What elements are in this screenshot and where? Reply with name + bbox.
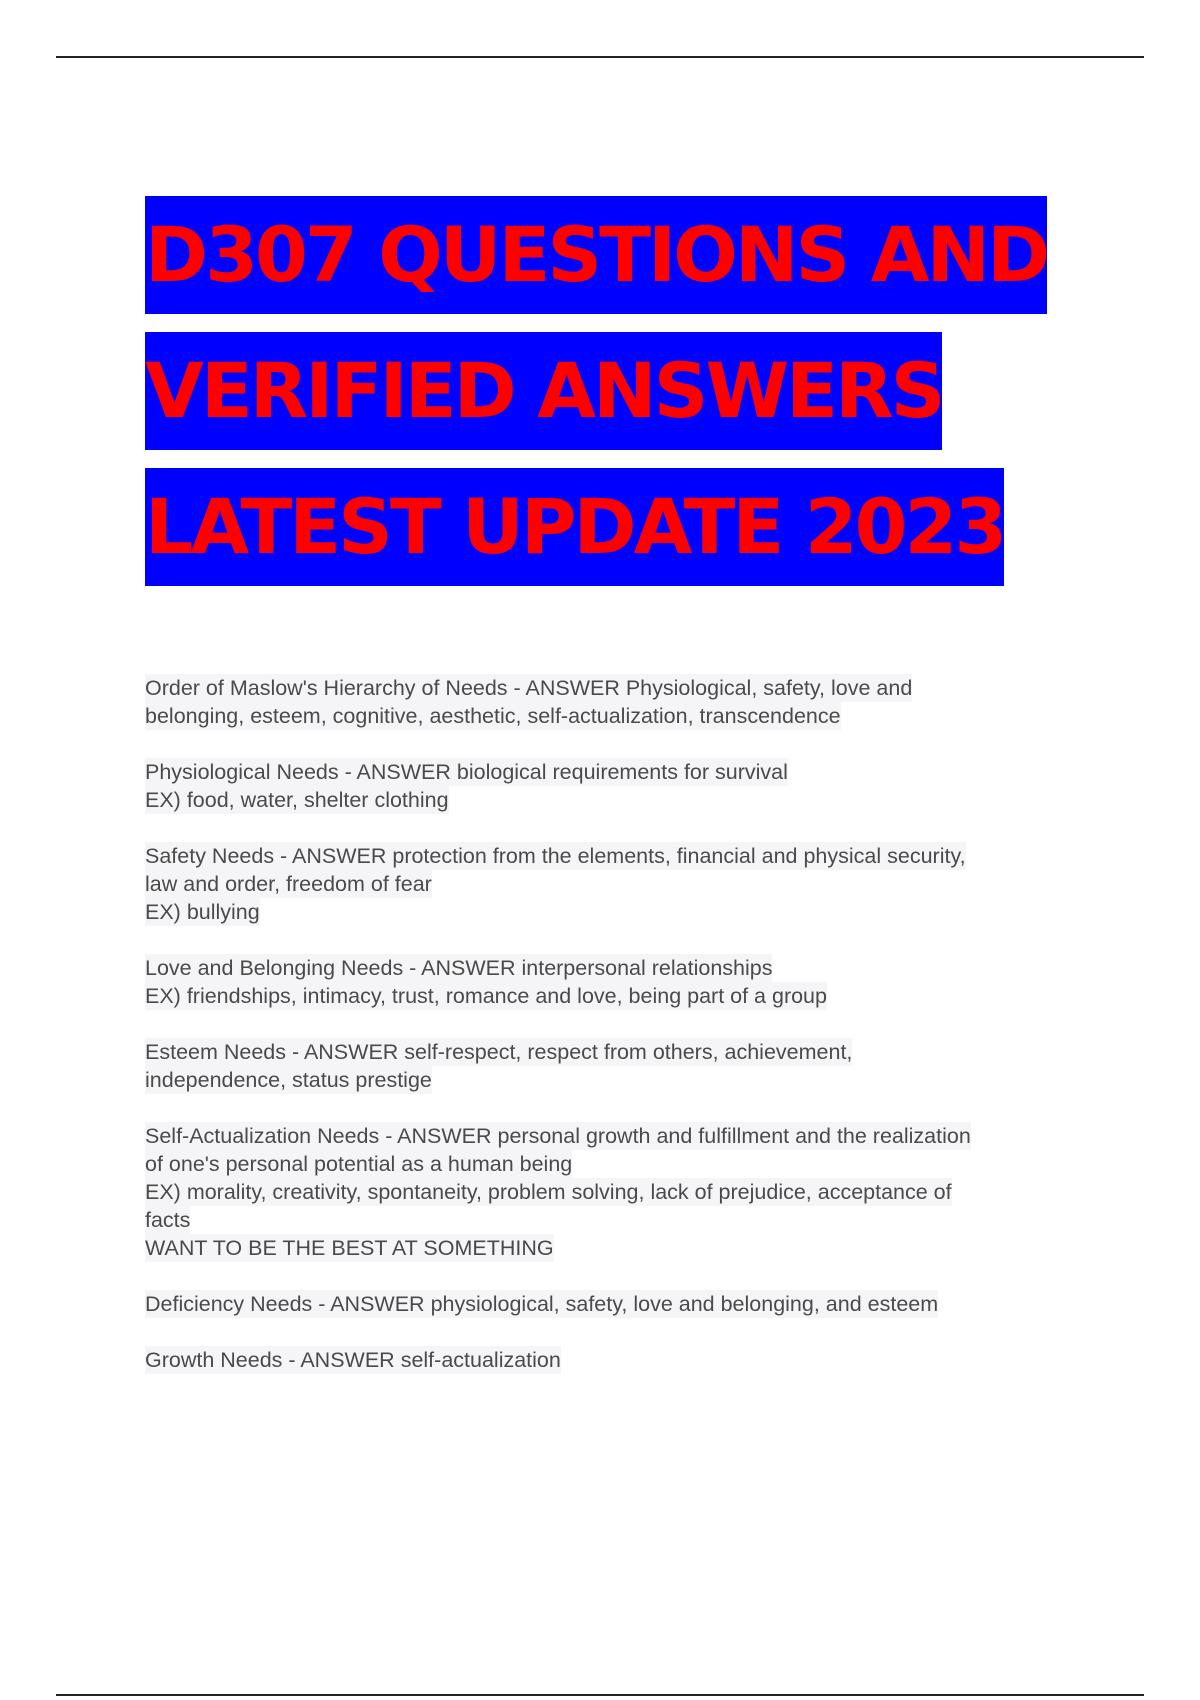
qa-answer-continuation: WANT TO BE THE BEST AT SOMETHING: [145, 1236, 554, 1260]
qa-answer: self-actualization: [400, 1348, 561, 1372]
qa-term: Safety Needs: [145, 844, 275, 868]
qa-answer: protection from the elements, financial and physical security,: [392, 844, 966, 868]
title-line-3: LATEST UPDATE 2023: [145, 468, 1004, 586]
qa-separator: -: [507, 676, 526, 700]
qa-separator: -: [282, 1348, 301, 1372]
qa-answer: biological requirements for survival: [456, 760, 788, 784]
qa-item: [145, 1346, 1085, 1374]
qa-answer-keyword: ANSWER: [397, 1124, 492, 1148]
qa-answer: personal growth and fulfillment and the realization: [497, 1124, 971, 1148]
qa-item: [145, 954, 1085, 1010]
qa-answer-keyword: ANSWER: [292, 844, 387, 868]
qa-item: [145, 758, 1085, 814]
document-title: [145, 196, 1085, 604]
qa-item: [145, 1290, 1085, 1318]
qa-answer-keyword: ANSWER: [356, 760, 451, 784]
qa-term: Deficiency Needs: [145, 1292, 313, 1316]
qa-first-line: [145, 674, 912, 702]
qa-first-line: [145, 842, 966, 870]
qa-answer-continuation: independence, status prestige: [145, 1068, 432, 1092]
qa-term: Self-Actualization Needs: [145, 1124, 380, 1148]
qa-first-line: [145, 954, 772, 982]
qa-answer-keyword: ANSWER: [300, 1348, 395, 1372]
qa-answer: self-respect, respect from others, achievement,: [404, 1040, 853, 1064]
qa-item: [145, 1122, 1085, 1262]
qa-answer-keyword: ANSWER: [525, 676, 620, 700]
qa-first-line: [145, 1038, 852, 1066]
qa-list: [145, 674, 1085, 1402]
qa-separator: -: [286, 1040, 304, 1064]
qa-separator: -: [274, 844, 292, 868]
bottom-rule: [56, 1694, 1144, 1696]
qa-answer-continuation: EX) bullying: [145, 900, 260, 924]
title-line-1: D307 QUESTIONS AND: [145, 196, 1047, 314]
qa-first-line: [145, 1346, 561, 1374]
qa-answer-continuation: law and order, freedom of fear: [145, 872, 432, 896]
qa-separator: -: [403, 956, 422, 980]
qa-answer-keyword: ANSWER: [330, 1292, 425, 1316]
qa-answer-keyword: ANSWER: [421, 956, 516, 980]
qa-separator: -: [312, 1292, 331, 1316]
qa-term: Physiological Needs: [145, 760, 339, 784]
qa-answer-continuation: EX) friendships, intimacy, trust, romance and love, being part of a group: [145, 984, 827, 1008]
title-line-2: VERIFIED ANSWERS: [145, 332, 942, 450]
top-rule: [56, 56, 1144, 58]
qa-answer: Physiological, safety, love and: [625, 676, 913, 700]
qa-answer-continuation: EX) morality, creativity, spontaneity, problem solving, lack of prejudice, acceptance of: [145, 1180, 952, 1204]
qa-answer: interpersonal relationships: [521, 956, 773, 980]
qa-separator: -: [338, 760, 357, 784]
qa-term: Order of Maslow's Hierarchy of Needs: [145, 676, 508, 700]
qa-answer: physiological, safety, love and belonging, and esteem: [430, 1292, 939, 1316]
qa-first-line: [145, 758, 788, 786]
qa-answer-continuation: EX) food, water, shelter clothing: [145, 788, 449, 812]
qa-first-line: [145, 1290, 938, 1318]
qa-answer-keyword: ANSWER: [303, 1040, 399, 1064]
qa-answer-continuation: facts: [145, 1208, 191, 1232]
qa-first-line: [145, 1122, 971, 1150]
qa-item: [145, 1038, 1085, 1094]
qa-separator: -: [379, 1124, 398, 1148]
qa-term: Growth Needs: [145, 1348, 283, 1372]
qa-item: [145, 842, 1085, 926]
qa-term: Love and Belonging Needs: [145, 956, 404, 980]
qa-answer-continuation: belonging, esteem, cognitive, aesthetic, self-actualization, transcendence: [145, 704, 841, 728]
qa-term: Esteem Needs: [145, 1040, 287, 1064]
qa-item: [145, 674, 1085, 730]
qa-answer-continuation: of one's personal potential as a human being: [145, 1152, 573, 1176]
